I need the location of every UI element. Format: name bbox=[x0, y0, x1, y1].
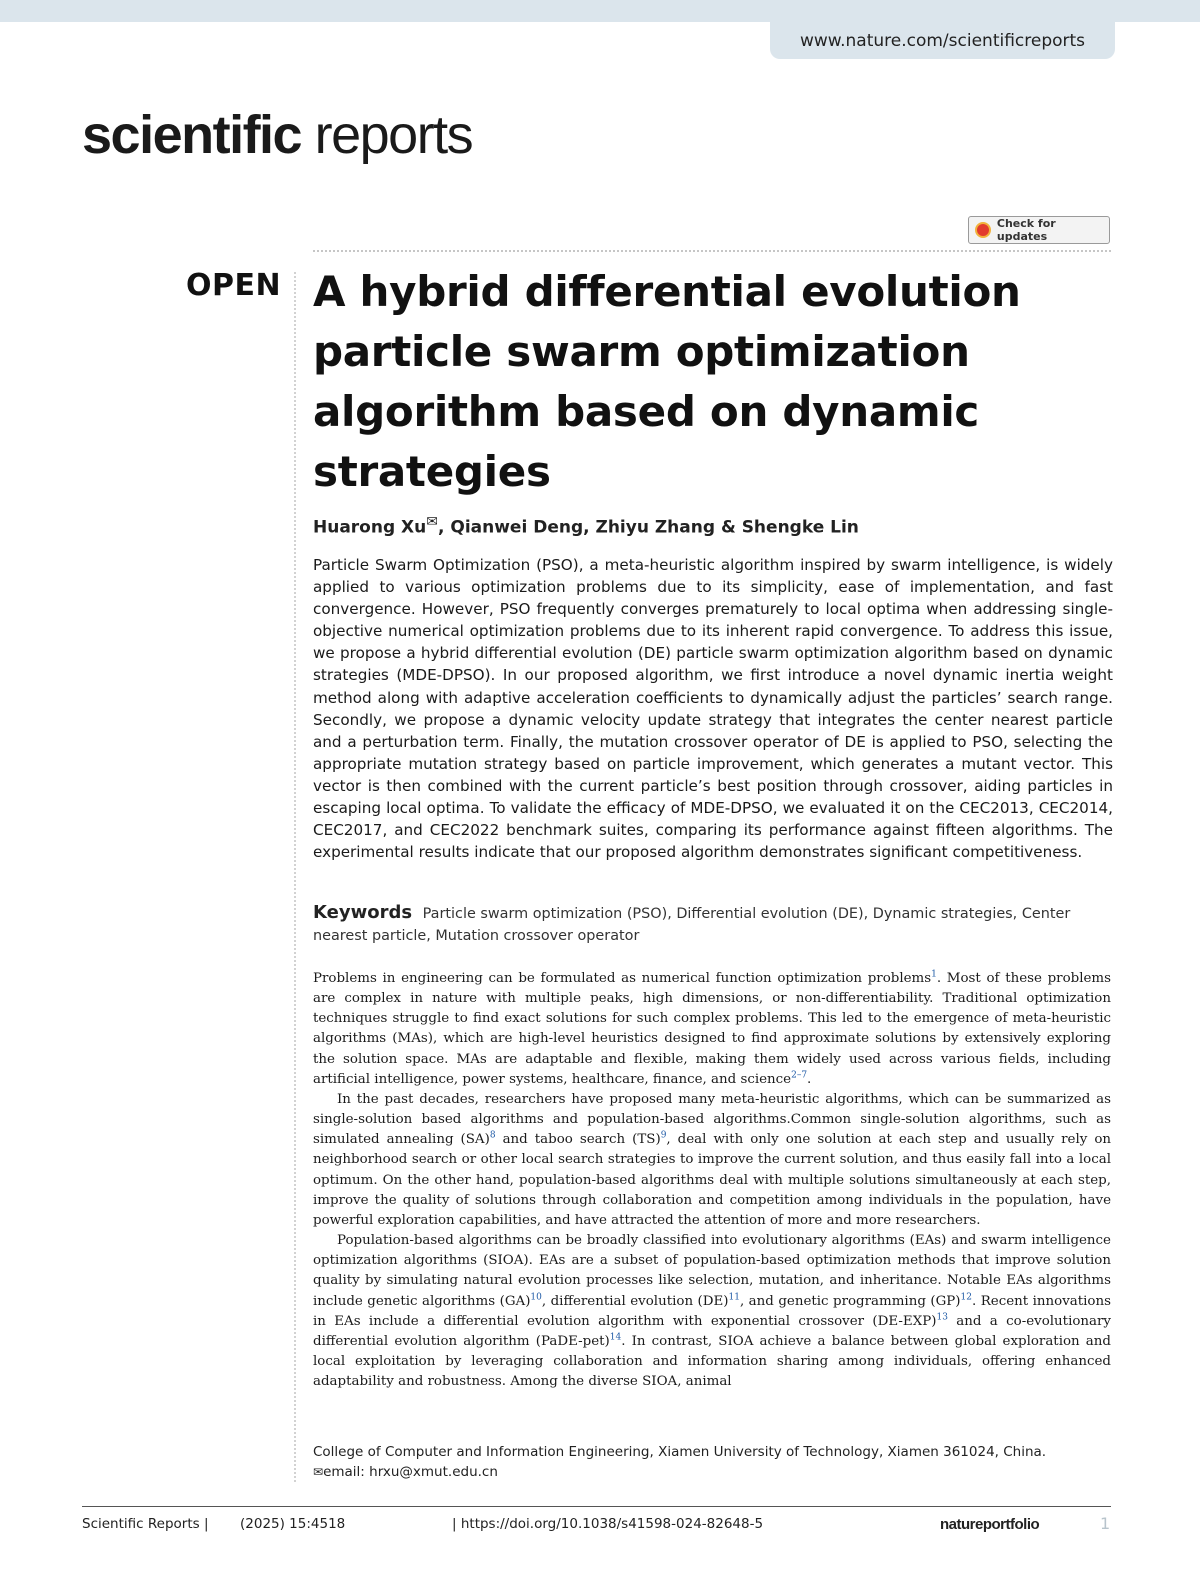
body-text bbox=[313, 969, 1111, 1392]
keywords-list: Particle swarm optimization (PSO), Differential evolution (DE), Dynamic strategies, Center nearest particle, Mutation crossover operator bbox=[313, 906, 1071, 944]
abstract: Particle Swarm Optimization (PSO), a meta-heuristic algorithm inspired by swarm intelligence, is widely applied to various optimization problems due to its simplicity, ease of implementation, and fast convergence. However, PSO frequently converges prematurely to local optima when addressing single-objective numerical optimization problems due to its inherent rapid convergence. To address this issue, we propose a hybrid differential evolution (DE) particle swarm optimization algorithm based on dynamic strategies (MDE-DPSO). In our proposed algorithm, we first introduce a novel dynamic inertia weight method along with adaptive acceleration coefficients to dynamically adjust the particles’ search range. Secondly, we propose a dynamic velocity update strategy that integrates the center nearest particle and a perturbation term. Finally, the mutation crossover operator of DE is applied to PSO, selecting the appropriate mutation strategy based on particle improvement, which generates a mutant vector. This vector is then combined with the current particle’s best position through crossover, aiding particles in escaping local optima. To validate the efficacy of MDE-DPSO, we evaluated it on the CEC2013, CEC2014, CEC2017, and CEC2022 benchmark suites, comparing its performance against fifteen algorithms. The experimental results indicate that our proposed algorithm demonstrates significant competitiveness. bbox=[313, 556, 1113, 862]
article-title: A hybrid differential evolution particle swarm optimization algorithm based on dynamic strategies bbox=[313, 267, 1021, 496]
text-run: . Recent innovations in EAs include a differential evolution algorithm with exponential crossover (DE-EXP) bbox=[313, 1293, 1111, 1329]
corresponding-author[interactable]: Huarong Xu bbox=[313, 517, 427, 538]
text-run: , deal with only one solution at each step and usually rely on neighborhood search or other local search strategies to improve the current solution, and thus easily fall into a local optimum. On the other hand, population-based algorithms deal with multiple solutions simultaneously at each step, improve the quality of solutions through collaboration and competition among individuals in the population, have powerful exploration capabilities, and have attracted the attention of more and more researchers. bbox=[313, 1132, 1111, 1228]
nature-portfolio-logo: natureportfolio bbox=[940, 1516, 1040, 1533]
crossmark-icon bbox=[975, 222, 991, 238]
footer-volume: (2025) 15:4518 bbox=[240, 1516, 346, 1532]
text-run: and taboo search (TS) bbox=[495, 1132, 661, 1148]
text-run: and a co-evolutionary differential evolution algorithm (PaDE-pet) bbox=[313, 1313, 1111, 1349]
email-line bbox=[313, 1462, 1111, 1482]
citation-link[interactable]: 10 bbox=[530, 1292, 542, 1303]
author-list bbox=[313, 514, 859, 538]
citation-link[interactable]: 14 bbox=[609, 1332, 622, 1343]
citation-link[interactable]: 2–7 bbox=[791, 1070, 808, 1081]
margin-divider bbox=[294, 272, 296, 1482]
paragraph bbox=[313, 1090, 1111, 1231]
top-band bbox=[0, 0, 1200, 22]
footer-divider bbox=[82, 1506, 1111, 1507]
header-divider bbox=[313, 250, 1111, 252]
footer-doi-link[interactable]: | https://doi.org/10.1038/s41598-024-82648-5 bbox=[452, 1516, 764, 1532]
open-access-label: OPEN bbox=[186, 268, 282, 303]
email-text[interactable]: email: hrxu@xmut.edu.cn bbox=[323, 1464, 498, 1480]
affiliation bbox=[313, 1442, 1111, 1482]
mail-icon: ✉ bbox=[313, 1465, 324, 1479]
text-run: Problems in engineering can be formulated as numerical function optimization problems bbox=[313, 971, 932, 986]
citation-link[interactable]: 1 bbox=[931, 969, 937, 980]
text-run: , and genetic programming (GP) bbox=[739, 1293, 961, 1309]
citation-link[interactable]: 12 bbox=[960, 1292, 972, 1303]
keywords-label: Keywords bbox=[313, 902, 413, 923]
citation-link[interactable]: 8 bbox=[489, 1130, 496, 1141]
mail-icon[interactable]: ✉ bbox=[426, 514, 438, 530]
citation-link[interactable]: 11 bbox=[728, 1292, 740, 1303]
journal-logo bbox=[82, 100, 472, 170]
citation-link[interactable]: 13 bbox=[936, 1312, 948, 1323]
citation-link[interactable]: 9 bbox=[660, 1130, 667, 1141]
page-number: 1 bbox=[1100, 1514, 1111, 1533]
affiliation-text: College of Computer and Information Engineering, Xiamen University of Technology, Xiamen 361024, China. bbox=[313, 1444, 1047, 1460]
other-authors: , Qianwei Deng, Zhiyu Zhang & Shengke Lin bbox=[438, 517, 859, 538]
text-run: . In contrast, SIOA achieve a balance between global exploration and local exploitation by leveraging collaboration and information sharing among individuals, offering enhanced adaptability and robustness. Among the diverse SIOA, animal bbox=[313, 1333, 1111, 1390]
paragraph bbox=[313, 969, 1111, 1090]
journal-url-link[interactable]: www.nature.com/scientificreports bbox=[770, 22, 1115, 59]
logo-bold-text: scientific bbox=[82, 105, 302, 165]
text-run: Population-based algorithms can be broadly classified into evolutionary algorithms (EAs) and swarm intelligence optimization algorithms (SIOA). EAs are a subset of population-based optimization methods that improve solution quality by simulating natural evolution processes like selection, mutation, and inheritance. Notable EAs algorithms include genetic algorithms (GA) bbox=[313, 1233, 1111, 1309]
logo-light-text: reports bbox=[314, 105, 473, 165]
text-run: . bbox=[807, 1071, 812, 1087]
paragraph bbox=[313, 1231, 1111, 1392]
text-run: . Most of these problems are complex in nature with multiple peaks, high dimensions, or non-differentiability. Traditional optimization techniques struggle to find exact solutions for such complex problems. This led to the emergence of meta-heuristic algorithms (MAs), which are high-level heuristics designed to find approximate solutions by extensively exploring the solution space. MAs are adaptable and flexible, making them widely used across various fields, including artificial intelligence, power systems, healthcare, finance, and science bbox=[313, 971, 1111, 1087]
check-for-updates-button[interactable] bbox=[968, 216, 1110, 244]
check-for-updates-label: Check for updates bbox=[996, 217, 1056, 243]
keywords-block bbox=[313, 902, 1103, 947]
text-run: , differential evolution (DE) bbox=[541, 1293, 729, 1309]
footer-journal: Scientific Reports | bbox=[82, 1516, 209, 1532]
text-run: In the past decades, researchers have proposed many meta-heuristic algorithms, which can be summarized as single-solution based algorithms and population-based algorithms.Common single-solution algorithms, such as simulated annealing (SA) bbox=[313, 1091, 1111, 1148]
